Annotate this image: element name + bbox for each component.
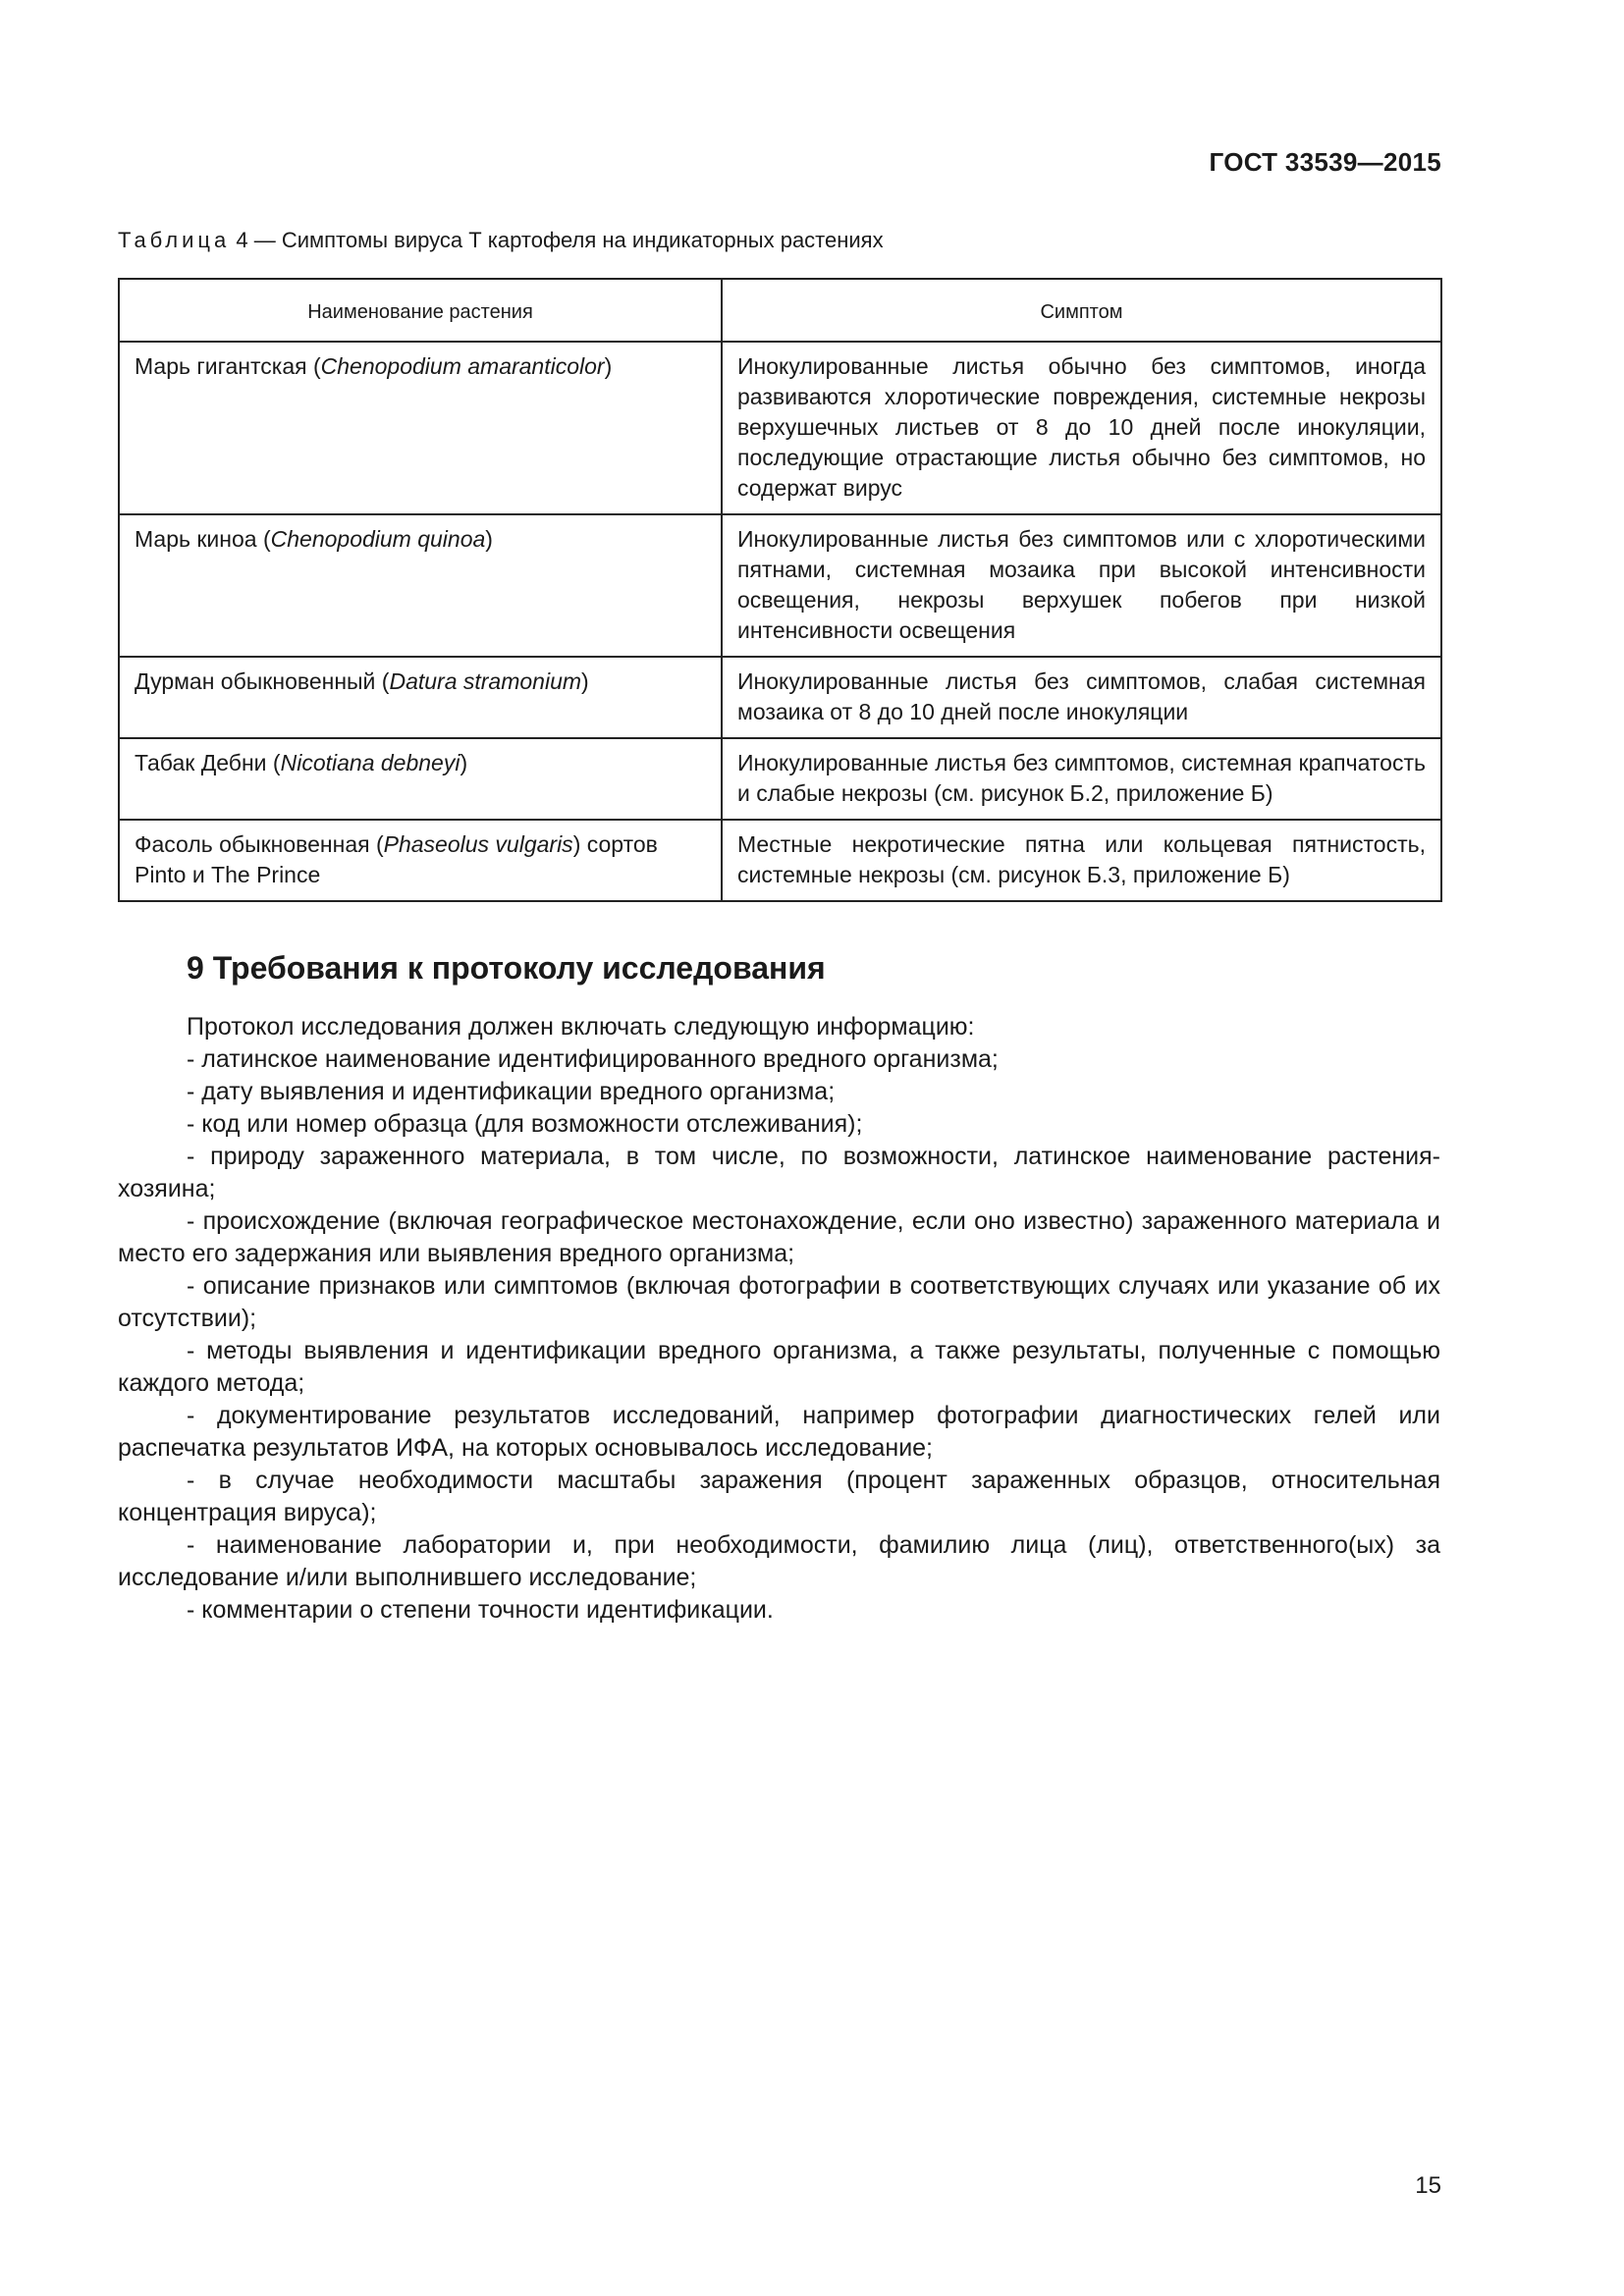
plant-name-cell: Марь киноа (Chenopodium quinoa): [119, 514, 722, 657]
symptom-cell: Инокулированные листья без симптомов, слабая системная мозаика от 8 до 10 дней после инокуляции: [722, 657, 1441, 738]
list-item: - в случае необходимости масштабы заражения (процент зараженных образцов, относительная концентрация вируса);: [118, 1467, 1440, 1526]
page-number: 15: [1415, 2172, 1441, 2199]
list-item: - происхождение (включая географическое местонахождение, если оно известно) зараженного материала и место его задержания или выявления вредного организма;: [118, 1207, 1440, 1267]
plant-latin-name: Chenopodium quinoa: [270, 526, 486, 552]
column-header-plant: Наименование растения: [119, 279, 722, 342]
table-header-row: [119, 279, 1441, 342]
list-item: - документирование результатов исследований, например фотографии диагностических гелей или распечатка результатов ИФА, на которых основывалось исследование;: [118, 1402, 1440, 1462]
plant-name-cell: Фасоль обыкновенная (Phaseolus vulgaris) сортов Pinto и The Prince: [119, 820, 722, 901]
plant-latin-name: Chenopodium amaranticolor: [320, 353, 605, 379]
list-item: - код или номер образца (для возможности отслеживания);: [187, 1110, 863, 1138]
column-header-symptom: Симптом: [722, 279, 1441, 342]
list-item: - методы выявления и идентификации вредного организма, а также результаты, полученные с помощью каждого метода;: [118, 1337, 1440, 1397]
section-title: 9 Требования к протоколу исследования: [187, 950, 826, 986]
list-item: - латинское наименование идентифицированного вредного организма;: [187, 1045, 999, 1073]
paragraph: Протокол исследования должен включать следующую информацию:: [187, 1013, 975, 1041]
list-item: - описание признаков или симптомов (включая фотографии в соответствующих случаях или указание об их отсутствии);: [118, 1272, 1440, 1332]
plant-latin-name: Nicotiana debneyi: [280, 750, 460, 775]
standard-number: ГОСТ 33539—2015: [1209, 147, 1441, 177]
table-caption: [118, 228, 884, 253]
plant-latin-name: Datura stramonium: [389, 668, 582, 694]
table-caption-text: 4 — Симптомы вируса Т картофеля на индикаторных растениях: [230, 228, 884, 252]
symptom-cell: Инокулированные листья без симптомов или с хлоротическими пятнами, системная мозаика при высокой интенсивности освещения, некрозы верхушек побегов при низкой интенсивности освещения: [722, 514, 1441, 657]
plant-name-cell: Дурман обыкновенный (Datura stramonium): [119, 657, 722, 738]
table-row: [119, 342, 1441, 514]
list-item: - наименование лаборатории и, при необходимости, фамилию лица (лиц), ответственного(ых) за исследование и/или выполнившего исследование;: [118, 1531, 1440, 1591]
table-row: [119, 514, 1441, 657]
plant-name-cell: Марь гигантская (Chenopodium amaranticolor): [119, 342, 722, 514]
list-item: - комментарии о степени точности идентификации.: [187, 1596, 774, 1624]
symptom-cell: Инокулированные листья без симптомов, системная крапчатость и слабые некрозы (см. рисунок Б.2, приложение Б): [722, 738, 1441, 820]
table-row: [119, 738, 1441, 820]
table-row: [119, 820, 1441, 901]
plant-name-cell: Табак Дебни (Nicotiana debneyi): [119, 738, 722, 820]
symptom-cell: Местные некротические пятна или кольцевая пятнистость, системные некрозы (см. рисунок Б.3, приложение Б): [722, 820, 1441, 901]
plant-latin-name: Phaseolus vulgaris: [383, 831, 573, 857]
symptoms-table: [118, 278, 1442, 902]
section-body: [118, 1011, 1440, 1627]
list-item: - природу зараженного материала, в том числе, по возможности, латинское наименование растения-хозяина;: [118, 1143, 1440, 1202]
table-caption-word: Таблица: [118, 228, 231, 252]
symptom-cell: Инокулированные листья обычно без симптомов, иногда развиваются хлоротические повреждения, системные некрозы верхушечных листьев от 8 до 10 дней после инокуляции, последующие отрастающие листья обычно без симптомов, но содержат вирус: [722, 342, 1441, 514]
table-row: [119, 657, 1441, 738]
list-item: - дату выявления и идентификации вредного организма;: [187, 1078, 836, 1105]
